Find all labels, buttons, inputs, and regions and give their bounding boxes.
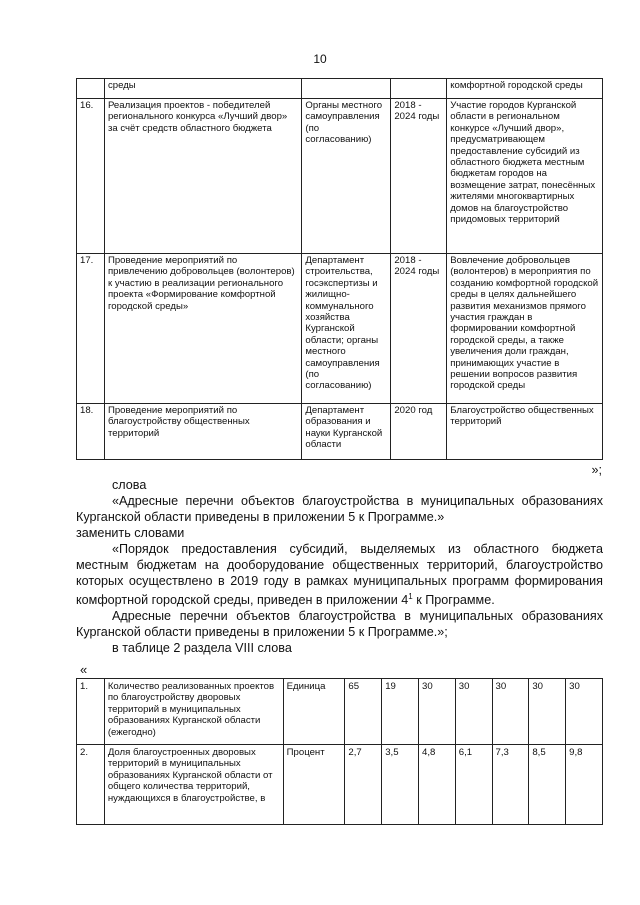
paragraph-words	[76, 477, 603, 656]
table-row	[77, 404, 603, 460]
cell-value: 30	[455, 679, 492, 745]
paragraph-new-text	[76, 541, 603, 608]
cell-executor	[302, 79, 391, 99]
paragraph-new-text-tail: к Программе.	[412, 593, 495, 608]
cell-measure: Проведение мероприятий по благоустройству общественных территорий	[104, 404, 301, 460]
closing-quote: »;	[591, 463, 602, 477]
cell-period: 2018 - 2024 годы	[391, 99, 447, 254]
cell-result: Благоустройство общественных территорий	[447, 404, 603, 460]
cell-num: 18.	[77, 404, 105, 460]
superscript: 1	[408, 592, 413, 601]
cell-value: 3,5	[382, 745, 419, 825]
cell-executor: Департамент образования и науки Курганской области	[302, 404, 391, 460]
cell-value: 2,7	[345, 745, 382, 825]
cell-value: 6,1	[455, 745, 492, 825]
cell-value: 19	[382, 679, 419, 745]
cell-num: 1.	[77, 679, 105, 745]
cell-unit: Процент	[283, 745, 345, 825]
table-row	[77, 254, 603, 404]
cell-num: 16.	[77, 99, 105, 254]
cell-executor: Департамент строительства, госэкспертизы и жилищно-коммунального хозяйства Курганской области; органы местного самоуправления (по согласованию)	[302, 254, 391, 404]
indicators-table	[76, 678, 603, 825]
cell-num: 17.	[77, 254, 105, 404]
paragraph-replace: заменить словами	[76, 526, 185, 540]
cell-result: Вовлечение добровольцев (волонтеров) в мероприятия по созданию комфортной городской среды в целях дальнейшего развития механизмов прямого участия граждан в формировании комфортной городской среды, а также увеличения доли граждан, принимающих участие в решении вопросов развития городской среды	[447, 254, 603, 404]
cell-executor: Органы местного самоуправления (по согласованию)	[302, 99, 391, 254]
cell-unit: Единица	[283, 679, 345, 745]
cell-measure: Проведение мероприятий по привлечению добровольцев (волонтеров) к участию в реализации регионального проекта «Формирование комфортной городской среды»	[104, 254, 301, 404]
paragraph-old-text: «Адресные перечни объектов благоустройства в муниципальных образованиях Курганской области приведены в приложении 5 к Программе.»	[76, 494, 603, 524]
table-row	[77, 745, 603, 825]
cell-value: 30	[529, 679, 566, 745]
paragraph-new-text-main: «Порядок предоставления субсидий, выделяемых из областного бюджета местным бюджетам на дооборудование общественных территорий, благоустройство которых осуществлено в 2019 году в рамках муниципальных программ формирования комфортной городской среды, приведен в приложении 4	[76, 542, 603, 608]
table-row	[77, 79, 603, 99]
cell-value: 30	[418, 679, 455, 745]
cell-value: 30	[492, 679, 529, 745]
cell-value: 4,8	[418, 745, 455, 825]
cell-value: 65	[345, 679, 382, 745]
cell-measure: среды	[104, 79, 301, 99]
paragraph-table-2: в таблице 2 раздела VIII слова	[112, 641, 292, 656]
cell-value: 8,5	[529, 745, 566, 825]
measures-table	[76, 78, 603, 460]
cell-num: 2.	[77, 745, 105, 825]
cell-num	[77, 79, 105, 99]
cell-period: 2018 - 2024 годы	[391, 254, 447, 404]
cell-indicator: Доля благоустроенных дворовых территорий в муниципальных образованиях Курганской области от общего количества территорий, нуждающихся в благоустройстве, в	[104, 745, 283, 825]
page-number: 10	[313, 52, 327, 66]
cell-result: Участие городов Курганской области в региональном конкурсе «Лучший двор», предусматривающем предоставление субсидий из областного бюджета местным бюджетам городов на возмещение затрат, понесённых жителями многоквартирных домов на благоустройство придомовых территорий	[447, 99, 603, 254]
paragraph-slova: слова	[112, 478, 147, 492]
cell-measure: Реализация проектов - победителей регионального конкурса «Лучший двор» за счёт средств областного бюджета	[104, 99, 301, 254]
paragraph-address-lists: Адресные перечни объектов благоустройства в муниципальных образованиях Курганской области приведены в приложении 5 к Программе.»;	[76, 609, 603, 640]
cell-period: 2020 год	[391, 404, 447, 460]
cell-period	[391, 79, 447, 99]
cell-indicator: Количество реализованных проектов по благоустройству дворовых территорий в муниципальных образованиях Курганской области (ежегодно)	[104, 679, 283, 745]
cell-value: 30	[566, 679, 603, 745]
cell-result: комфортной городской среды	[447, 79, 603, 99]
cell-value: 9,8	[566, 745, 603, 825]
table-row	[77, 679, 603, 745]
opening-quote: «	[80, 662, 88, 677]
cell-value: 7,3	[492, 745, 529, 825]
table-row	[77, 99, 603, 254]
